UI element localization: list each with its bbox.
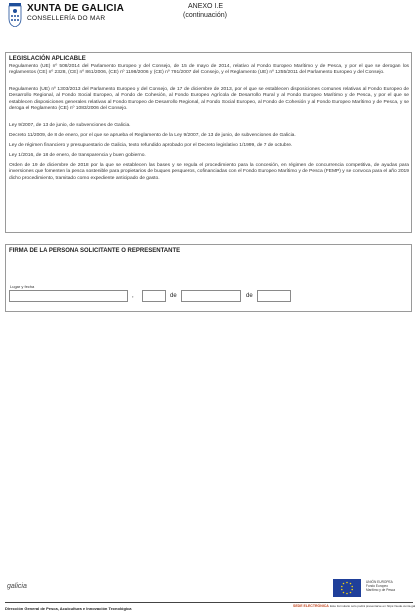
annex-title: ANEXO I.E [188,3,224,10]
month-field[interactable] [181,290,241,302]
legal-paragraph: Regulamento (UE) nº 1303/2013 del Parlamento Europeo y del Consejo, de 17 de diciembre de 2013, por el que se establecen disposiciones comunes relativas al Fondo Europeo de Desarrollo Regional, al Fondo Social Europeo, al Fondo de Cohesión, al Fondo Europeo Agrícola de Desarrollo Rural y al Fondo Europeo Marítimo y de Pesca, y por el que se establecen disposiciones generales relativas al Fondo Europeo de Desarrollo Regional, al Fondo Social Europeo, al Fondo de Cohesión y al Fondo Europeo Marítimo y de Pesca, y se deroga el Reglamento (CE) nº 1083/2006 del Consejo. [9,87,409,112]
eu-text-line: UNIÓN EUROPEA [366,580,393,584]
sede-electronica-badge: SEDE ELECTRÓNICA [293,604,329,608]
xunta-shield-logo [8,3,22,27]
de-separator: de [246,293,253,299]
eu-fund-text [366,580,412,592]
de-separator: de [170,293,177,299]
eu-flag-icon [333,579,361,597]
eu-text-line: Marítimo y de Pesca [366,588,396,592]
legal-paragraph: Ley 1/2016, de 18 de enero, de transparencia y buen gobierno. [9,153,146,158]
legal-paragraph: Ley de régimen financiero y presupuestario de Galicia, texto refundido aprobado por el Decreto legislativo 1/1999, de 7 de octubre. [9,143,293,148]
place-field[interactable] [9,290,128,302]
comma-separator: , [132,293,134,299]
legal-paragraph: Orden de 19 de diciembre de 2018 por la que se establecen las bases y se regula el procedimiento para la concesión, en régimen de concurrencia competitiva, de ayudas para inversiones que fomenten la pesca sostenible para propietarios de buques pesqueros, cofinanciadas con el Fondo Europeo Marítimo y de Pesca (FEMP) y se convoca para el año 2019 dicho procedimiento, tramitado como expediente anticipado de gasto. [9,163,409,181]
footer-note: Este formulario solo podrá presentarse en https://sede.xunta.gal [330,604,416,608]
footer-department: Dirección General de Pesca, Acuicultura e Innovación Tecnológica [5,606,132,611]
galicia-logo: galicia [7,583,27,590]
annex-subtitle: (continuación) [183,12,227,19]
place-date-label: Lugar y fecha [10,284,35,289]
signature-section-title: FIRMA DE LA PERSONA SOLICITANTE O REPRESENTANTE [9,248,181,254]
year-field[interactable] [257,290,291,302]
legal-section-title: LEGISLACIÓN APLICABLE [9,56,86,62]
legal-paragraph: Regulamento (UE) nº 508/2014 del Parlamento Europeo y del Consejo, de 15 de mayo de 2014, relativo al Fondo Europeo Marítimo y de Pesca, y por el que se derogan los reglamentos (CE) nº 2328, (CE) nº 861/2006, (CE) nº 1198/2006 y (CE) nº 791/2007 del Consejo, y el Reglamento (UE) nº 1255/2011 del Parlamento Europeo y del Consejo. [9,64,409,76]
legal-paragraph: Ley 9/2007, de 13 de junio, de subvenciones de Galicia. [9,123,131,128]
footer-divider [5,602,413,603]
org-department: CONSELLERÍA DO MAR [27,15,106,22]
legal-paragraph: Decreto 11/2009, de 8 de enero, por el que se aprueba el Reglamento de la Ley 9/2007, de 13 de junio, de subvenciones de Galicia. [9,133,296,138]
eu-text-line: Fondo Europeo [366,584,388,588]
org-name: XUNTA DE GALICIA [27,3,125,14]
day-field[interactable] [142,290,166,302]
